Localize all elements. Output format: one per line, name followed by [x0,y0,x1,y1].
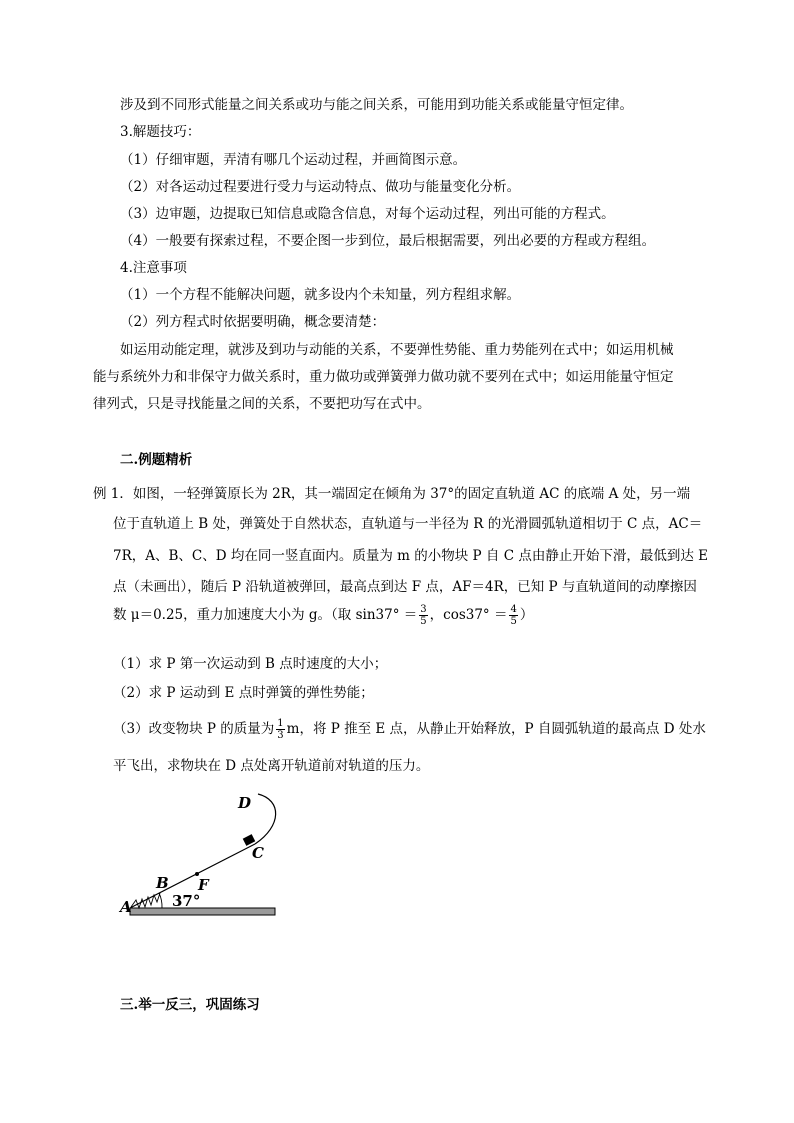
tip-2: （2）对各运动过程要进行受力与运动特点、做功与能量变化分析。 [120,179,521,195]
tip-3: （3）边审题，边提取已知信息或隐含信息，对每个运动过程，列出可能的方程式。 [120,206,615,222]
tips-heading: 3.解题技巧： [120,124,201,140]
example-line: 例 1．如图，一轻弹簧原长为 2R，其一端固定在倾角为 37°的固定直轨道 AC 的底端 A 处，另一端 [93,486,691,502]
example-line: 位于直轨道上 B 处，弹簧处于自然状态，直轨道与一半径为 R 的光滑圆弧轨道相切于 C 点，AC＝ [113,516,703,532]
question-2: （2）求 P 运动到 E 点时弹簧的弹性势能； [113,685,374,701]
tip-1: （1）仔细审题，弄清有哪几个运动过程，并画简图示意。 [120,152,467,168]
q3-denominator: 3 [277,730,284,741]
arc-track [255,794,276,844]
question-3-line-2: 平飞出，求物块在 D 点处离开轨道前对轨道的压力。 [113,758,430,774]
label-a: A [120,898,132,916]
question-1: （1）求 P 第一次运动到 B 点时速度的大小； [113,656,388,672]
q3-prefix: （3）改变物块 P 的质量为 [113,721,275,737]
note-2: （2）列方程式时依据要明确，概念要清楚： [120,314,386,330]
cos-numerator: 4 [510,604,517,615]
q3-fraction [276,718,284,741]
angle-label: 37° [172,892,201,910]
section-heading-examples: 二.例题精析 [120,452,193,468]
notes-heading: 4.注意事项 [120,260,187,276]
example-constants-line [113,604,533,627]
sin-fraction [419,604,427,627]
example-line: 7R，A、B、C、D 均在同一竖直面内。质量为 m 的小物块 P 自 C 点由静止开始下滑，最低到达 E [113,548,708,564]
q3-suffix: m，将 P 推至 E 点，从静止开始释放，P 自圆弧轨道的最高点 D 处水 [286,721,706,737]
label-c: C [252,844,264,862]
label-d: D [238,794,252,812]
constants-mid: ，cos37° ＝ [429,607,508,623]
ground-block [130,908,275,915]
label-b: B [156,874,169,892]
note-paragraph-line: 如运用动能定理，就涉及到功与动能的关系，不要弹性势能、重力势能列在式中；如运用机械 [120,342,674,358]
note-paragraph-line: 能与系统外力和非保守力做关系时，重力做功或弹簧弹力做功就不要列在式中；如运用能量守恒定 [93,369,674,385]
cos-denominator: 5 [510,616,517,627]
example-line: 点（未画出），随后 P 沿轨道被弹回，最高点到达 F 点，AF＝4R，已知 P 与直轨道间的动摩擦因 [113,579,697,595]
section-heading-practice: 三.举一反三，巩固练习 [120,997,260,1013]
tip-4: （4）一般要有探索过程，不要企图一步到位，最后根据需要，列出必要的方程或方程组。 [120,233,656,249]
constants-prefix: 数 μ＝0.25，重力加速度大小为 g。（取 sin37° ＝ [113,607,418,623]
intro-line: 涉及到不同形式能量之间关系或功与能之间关系，可能用到功能关系或能量守恒定律。 [120,97,633,113]
sin-numerator: 3 [420,604,427,615]
note-paragraph-line: 律列式，只是寻找能量之间的关系，不要把功写在式中。 [93,396,431,412]
label-f: F [198,876,209,894]
question-3-line [113,718,706,741]
sin-denominator: 5 [420,616,427,627]
note-1: （1）一个方程不能解决问题，就多设内个未知量，列方程组求解。 [120,287,521,303]
incline-track-diagram [110,788,290,923]
cos-fraction [509,604,517,627]
constants-suffix: ） [519,607,534,623]
q3-numerator: 1 [277,718,284,729]
